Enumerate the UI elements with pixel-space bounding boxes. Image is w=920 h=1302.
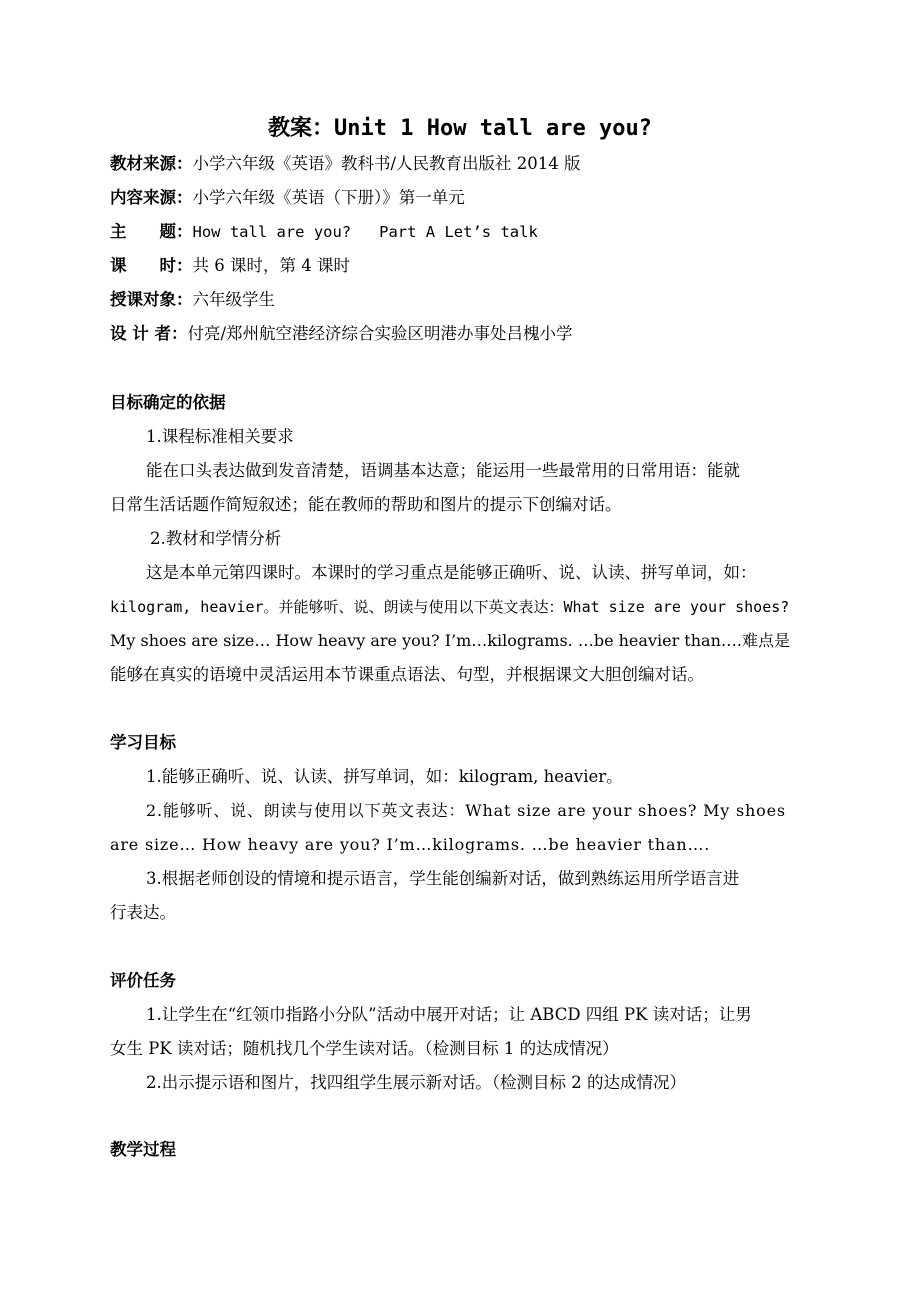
meta-source-value: 小学六年级《英语》教科书/人民教育出版社 2014 版	[192, 154, 581, 173]
objectives-line2: 2.能够听、说、朗读与使用以下英文表达：What size are your shoes? My shoes	[146, 801, 786, 820]
objectives-heading: 学习目标	[110, 733, 176, 752]
meta-audience	[110, 287, 275, 313]
basis-item1-title: 1.课程标准相关要求	[146, 427, 294, 446]
meta-period-label: 课 时：	[110, 256, 193, 275]
meta-source-label: 教材来源：	[110, 154, 193, 173]
meta-designer	[110, 321, 573, 347]
meta-designer-label: 设 计 者：	[110, 324, 188, 343]
basis-item2-line2: kilogram, heavier。并能够听、说、朗读与使用以下英文表达：What size are your shoes?	[110, 598, 790, 616]
meta-source	[110, 151, 581, 177]
meta-topic-label: 主 题：	[110, 222, 193, 241]
basis-item1-line2: 日常生活话题作简短叙述；能在教师的帮助和图片的提示下创编对话。	[110, 495, 622, 514]
objectives-line3: are size… How heavy are you? I’m…kilograms. …be heavier than….	[110, 835, 711, 854]
meta-audience-label: 授课对象：	[110, 290, 193, 309]
assessment-heading: 评价任务	[110, 971, 176, 990]
meta-topic	[110, 219, 538, 245]
meta-audience-value: 六年级学生	[192, 290, 275, 309]
objectives-line5: 行表达。	[110, 903, 176, 922]
meta-designer-value: 付亮/郑州航空港经济综合实验区明港办事处吕槐小学	[187, 324, 573, 343]
meta-content	[110, 185, 465, 211]
assessment-line2: 女生 PK 读对话；随机找几个学生读对话。（检测目标 1 的达成情况）	[110, 1039, 619, 1058]
basis-item1-line1: 能在口头表达做到发音清楚，语调基本达意；能运用一些最常用的日常用语：能就	[146, 461, 740, 480]
basis-item2-line4: 能够在真实的语境中灵活运用本节课重点语法、句型，并根据课文大胆创编对话。	[110, 665, 704, 684]
meta-period	[110, 253, 350, 279]
basis-heading: 目标确定的依据	[110, 393, 226, 412]
process-heading: 教学过程	[110, 1140, 176, 1159]
objectives-line1: 1.能够正确听、说、认读、拼写单词，如：kilogram, heavier。	[146, 767, 623, 786]
assessment-line1: 1.让学生在“红领巾指路小分队”活动中展开对话；让 ABCD 四组 PK 读对话；让男	[146, 1005, 752, 1024]
basis-item2-line3: My shoes are size… How heavy are you? I’m…kilograms. …be heavier than….难点是	[110, 631, 790, 650]
basis-item2-line1: 这是本单元第四课时。本课时的学习重点是能够正确听、说、认读、拼写单词，如：	[146, 563, 757, 582]
basis-item2-title: 2.教材和学情分析	[150, 529, 282, 548]
meta-content-value: 小学六年级《英语（下册）》第一单元	[192, 188, 465, 207]
objectives-line4: 3.根据老师创设的情境和提示语言，学生能创编新对话，做到熟练运用所学语言进	[146, 869, 740, 888]
meta-period-value: 共 6 课时，第 4 课时	[192, 256, 350, 275]
meta-topic-value: How tall are you? Part A Let’s talk	[192, 223, 538, 241]
assessment-line3: 2.出示提示语和图片，找四组学生展示新对话。（检测目标 2 的达成情况）	[146, 1073, 686, 1092]
meta-content-label: 内容来源：	[110, 188, 193, 207]
document-title: 教案：Unit 1 How tall are you?	[268, 116, 652, 141]
